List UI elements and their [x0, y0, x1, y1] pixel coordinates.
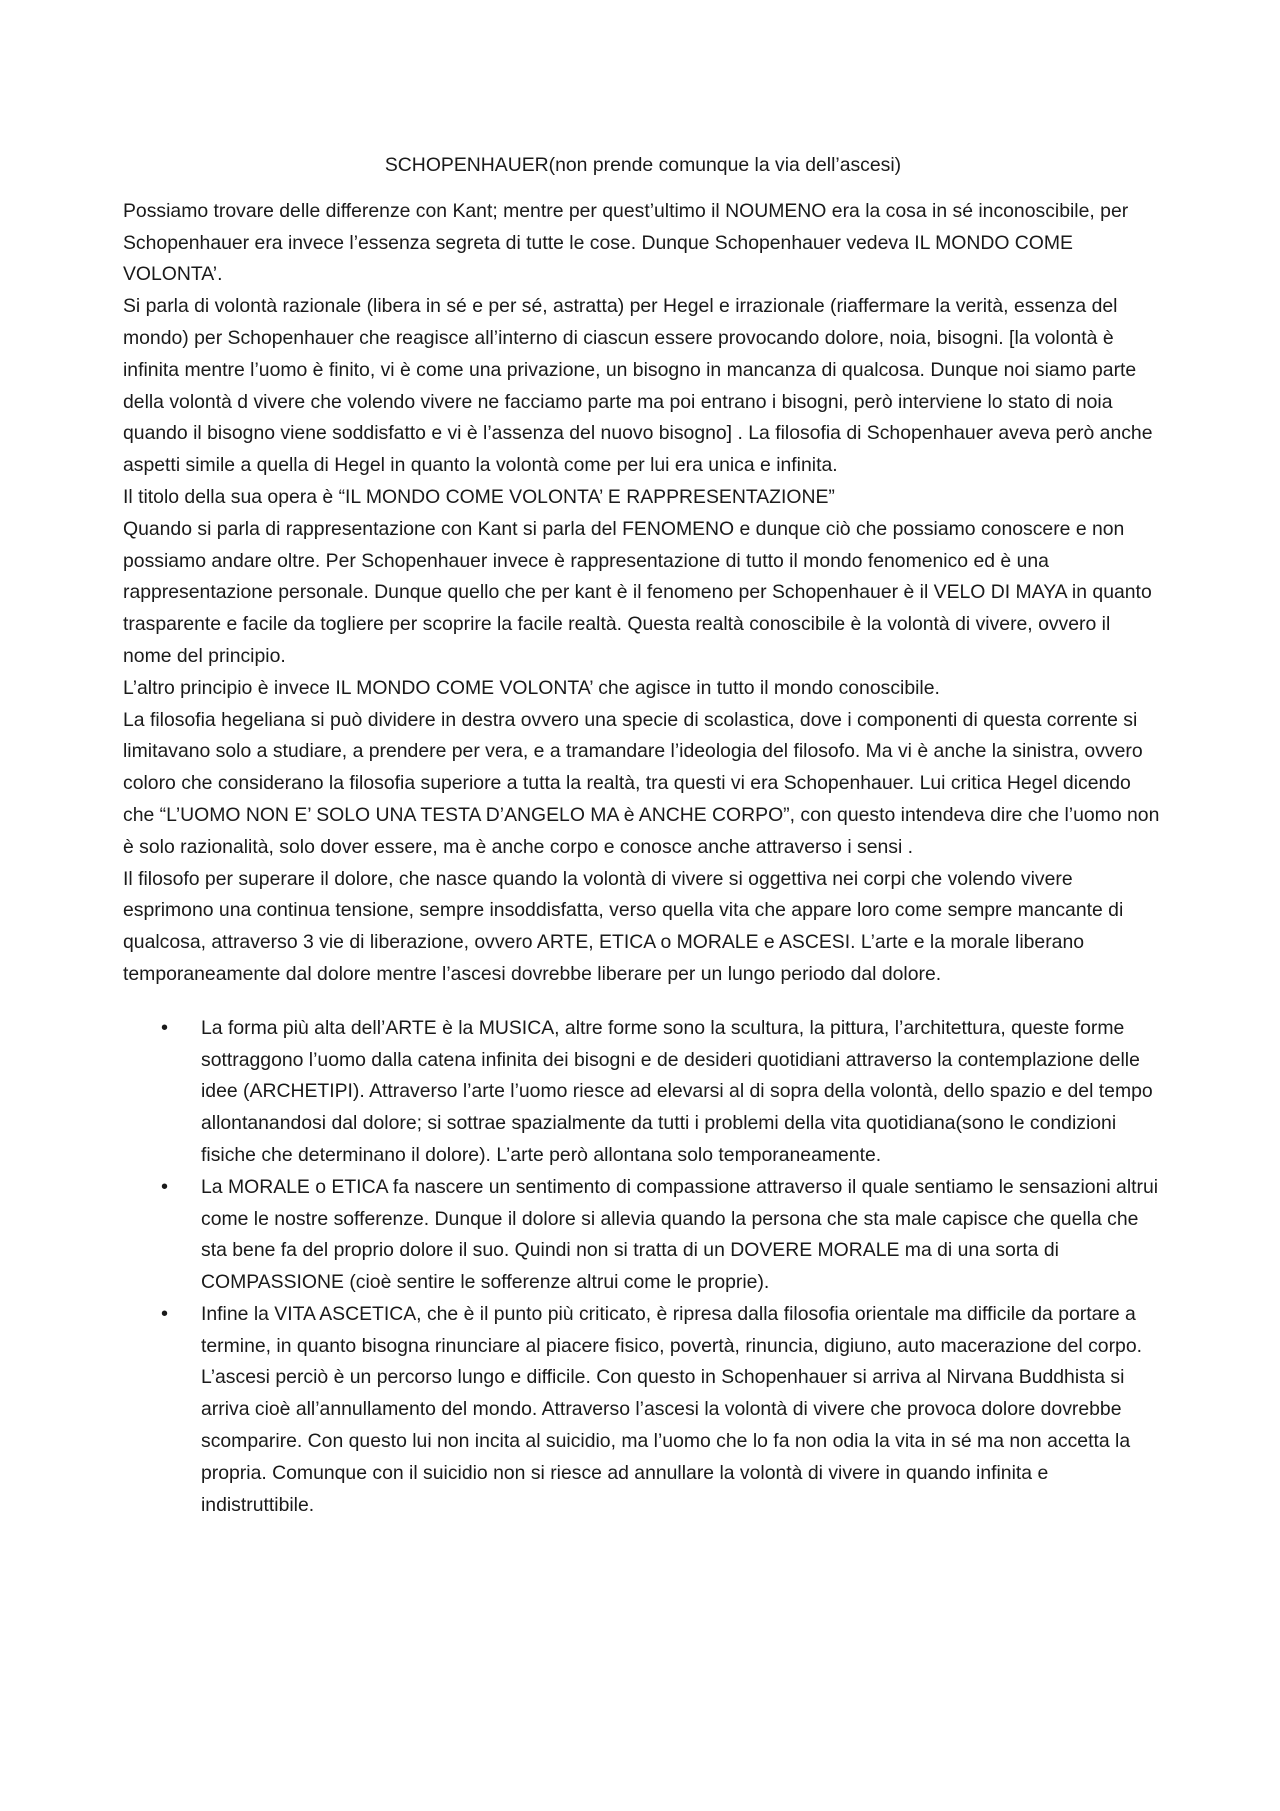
bullet-icon: • — [161, 1016, 169, 1039]
paragraph-rappresentazione: Quando si parla di rappresentazione con Kant si parla del FENOMENO e dunque ciò che possiamo conoscere e non possiamo andare oltre. Per Schopenhauer invece è rappresentazione di tutto il mondo fenomenico ed è una rappresentazione personale. Dunque quello che per kant è il fenomeno per Schopenhauer è il VELO DI MAYA in quanto trasparente e facile da togliere per scoprire la facile realtà. Questa realtà conoscibile è la volontà di vivere, ovvero il nome del principio. — [123, 517, 1152, 667]
paragraph-volonta: Si parla di volontà razionale (libera in sé e per sé, astratta) per Hegel e irrazionale (riaffermare la verità, essenza del mondo) per Schopenhauer che reagisce all’interno di ciascun essere provocando dolore, noia, bisogni. [la volontà è infinita mentre l’uomo è finito, vi è come una privazione, un bisogno in mancanza di qualcosa. Dunque noi siamo parte della volontà d vivere che volendo vivere ne facciamo parte ma poi entrano i bisogni, però interviene lo stato di noia quando il bisogno viene soddisfatto e vi è l’assenza del nuovo bisogno] . La filosofia di Schopenhauer aveva però anche aspetti simile a quella di Hegel in quanto la volontà come per lui era unica e infinita. — [123, 295, 1153, 477]
bullet-list — [123, 1013, 1163, 1522]
document-body — [123, 150, 1163, 1521]
paragraph-titolo-opera: Il titolo della sua opera è “IL MONDO COME VOLONTA’ E RAPPRESENTAZIONE” — [123, 485, 835, 508]
bullet-icon: • — [161, 1175, 169, 1198]
document-title: SCHOPENHAUER(non prende comunque la via dell’ascesi) — [384, 154, 902, 176]
list-item-morale — [161, 1172, 1163, 1299]
paragraph-filosofia-hegeliana: La filosofia hegeliana si può dividere in destra ovvero una specie di scolastica, dove i componenti di questa corrente si limitavano solo a studiare, a prendere per vera, e a tramandare l’ideologia del filosofo. Ma vi è anche la sinistra, ovvero coloro che considerano la filosofia superiore a tutta la realtà, tra questi vi era Schopenhauer. Lui critica Hegel dicendo che “L’UOMO NON E’ SOLO UNA TESTA D’ANGELO MA è ANCHE CORPO”, con questo intendeva dire che l’uomo non è solo razionalità, solo dover essere, ma è anche corpo e conosce anche attraverso i sensi . — [123, 708, 1160, 858]
paragraph-altro-principio: L’altro principio è invece IL MONDO COME VOLONTA’ che agisce in tutto il mondo conoscibile. — [123, 676, 940, 699]
list-item-arte — [161, 1013, 1163, 1172]
bullet-icon: • — [161, 1302, 169, 1325]
paragraph-vie-liberazione: Il filosofo per superare il dolore, che nasce quando la volontà di vivere si oggettiva nei corpi che volendo vivere esprimono una continua tensione, sempre insoddisfatta, verso quella vita che appare loro come sempre mancante di qualcosa, attraverso 3 vie di liberazione, ovvero ARTE, ETICA o MORALE e ASCESI. L’arte e la morale liberano temporaneamente dal dolore mentre l’ascesi dovrebbe liberare per un lungo periodo dal dolore. — [123, 867, 1124, 985]
paragraph-kant-noumeno: Possiamo trovare delle differenze con Kant; mentre per quest’ultimo il NOUMENO era la cosa in sé inconoscibile, per Schopenhauer era invece l’essenza segreta di tutte le cose. Dunque Schopenhauer vedeva IL MONDO COME VOLONTA’. — [123, 199, 1129, 286]
list-item-text: La MORALE o ETICA fa nascere un sentimento di compassione attraverso il quale sentiamo le sensazioni altrui come le nostre sofferenze. Dunque il dolore si allevia quando la persona che sta male capisce che quella che sta bene fa del proprio dolore il suo. Quindi non si tratta di un DOVERE MORALE ma di una sorta di COMPASSIONE (cioè sentire le sofferenze altrui come le proprie). — [201, 1175, 1159, 1294]
list-item-text: Infine la VITA ASCETICA, che è il punto più criticato, è ripresa dalla filosofia orientale ma difficile da portare a termine, in quanto bisogna rinunciare al piacere fisico, povertà, rinuncia, digiuno, auto macerazione del corpo. L’ascesi perciò è un percorso lungo e difficile. Con questo in Schopenhauer si arriva al Nirvana Buddhista si arriva cioè all’annullamento del mondo. Attraverso l’ascesi la volontà di vivere che provoca dolore dovrebbe scomparire. Con questo lui non incita al suicidio, ma l’uomo che lo fa non odia la vita in sé ma non accetta la propria. Comunque con il suicidio non si riesce ad annullare la volontà di vivere in quando infinita e indistruttibile. — [201, 1302, 1142, 1516]
list-item-text: La forma più alta dell’ARTE è la MUSICA, altre forme sono la scultura, la pittura, l’architettura, queste forme sottraggono l’uomo dalla catena infinita dei bisogni e de desideri quotidiani attraverso la contemplazione delle idee (ARCHETIPI). Attraverso l’arte l’uomo riesce ad elevarsi al di sopra della volontà, dello spazio e del tempo allontanandosi dal dolore; si sottrae spazialmente da tutti i problemi della vita quotidiana(sono le condizioni fisiche che determinano il dolore). L’arte però allontana solo temporaneamente. — [201, 1016, 1153, 1166]
list-item-vita-ascetica — [161, 1299, 1163, 1522]
